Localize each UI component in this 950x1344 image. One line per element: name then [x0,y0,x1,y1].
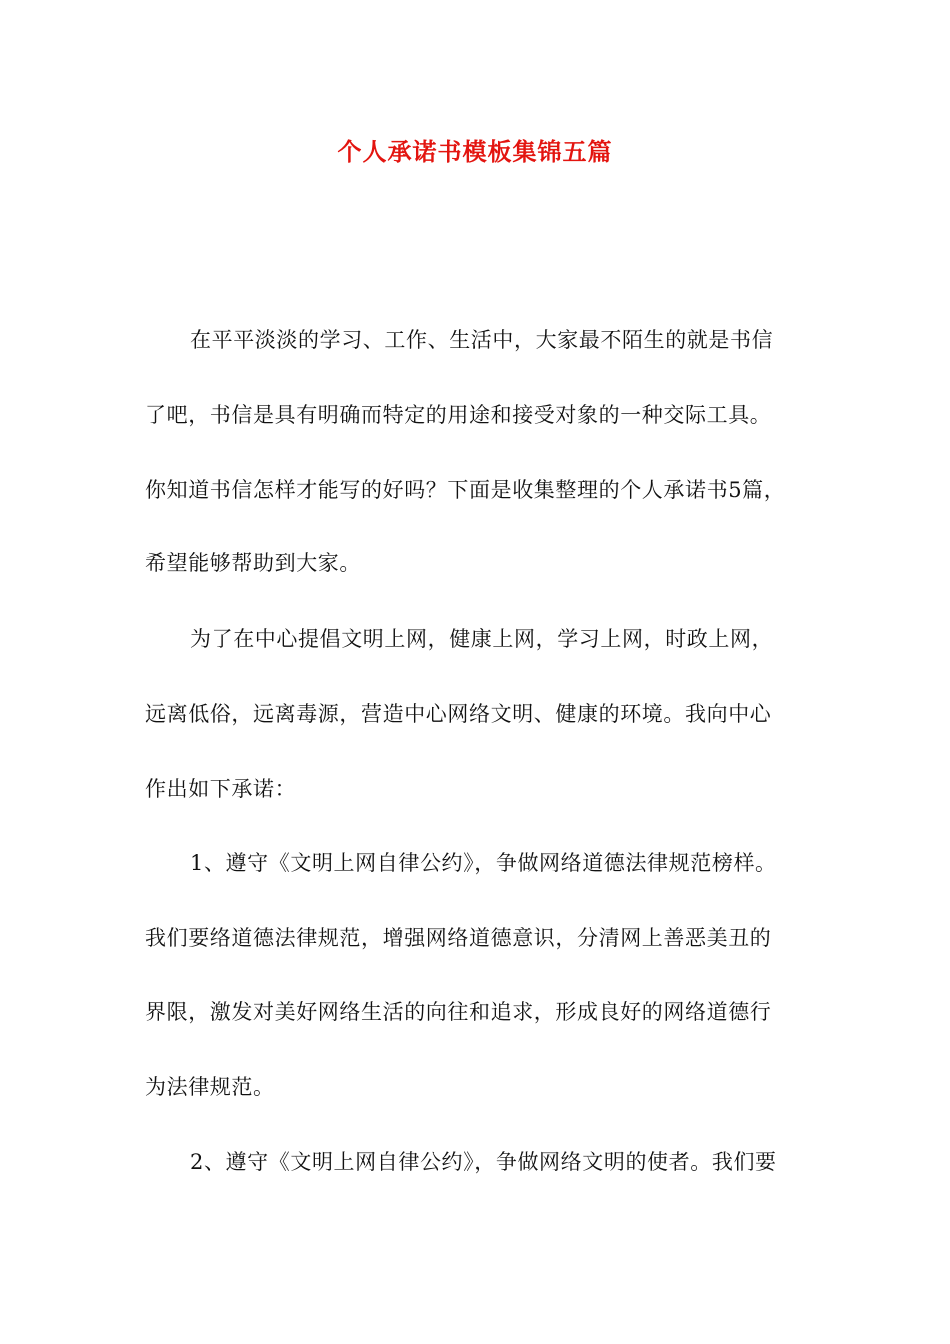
paragraph-line: 为法律规范。 [145,1075,275,1099]
paragraph-line: 你知道书信怎样才能写的好吗？下面是收集整理的个人承诺书5篇， [145,478,786,502]
paragraph-line: 希望能够帮助到大家。 [145,551,361,575]
paragraph-line: 2、遵守《文明上网自律公约》，争做网络文明的使者。我们要 [190,1150,777,1174]
paragraph-line: 1、遵守《文明上网自律公约》，争做网络道德法律规范榜样。 [190,851,777,875]
document-title: 个人承诺书模板集锦五篇 [337,137,613,166]
paragraph-line: 了吧，书信是具有明确而特定的用途和接受对象的一种交际工具。 [145,403,772,427]
paragraph-line: 远离低俗，远离毒源，营造中心网络文明、健康的环境。我向中心 [145,702,772,726]
paragraph-line: 界限，激发对美好网络生活的向往和追求，形成良好的网络道德行 [145,1000,772,1024]
paragraph-line: 作出如下承诺： [145,777,297,801]
paragraph-line: 在平平淡淡的学习、工作、生活中，大家最不陌生的就是书信 [190,328,774,352]
paragraph-line: 我们要络道德法律规范，增强网络道德意识，分清网上善恶美丑的 [145,926,772,950]
paragraph-line: 为了在中心提倡文明上网，健康上网，学习上网，时政上网， [190,627,774,651]
